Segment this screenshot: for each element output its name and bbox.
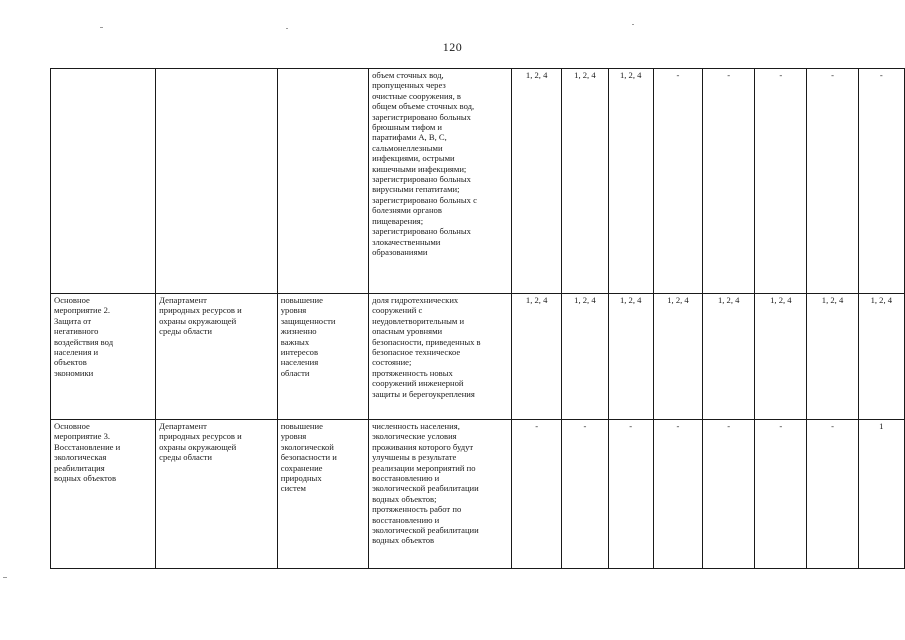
value-cell: - — [807, 420, 858, 569]
value-cell: 1, 2, 4 — [512, 69, 562, 294]
value-cell: - — [807, 69, 858, 294]
table-row — [51, 294, 905, 420]
value-cell: - — [512, 420, 562, 569]
measure-cell — [51, 69, 156, 294]
executor-cell: Департамент природных ресурсов и охраны окружающей среды области — [156, 294, 278, 420]
value-cell: - — [653, 69, 702, 294]
value-cell: 1, 2, 4 — [562, 294, 608, 420]
scan-speck — [3, 577, 7, 578]
value-cell: 1, 2, 4 — [608, 294, 653, 420]
scan-speck — [100, 27, 103, 28]
value-cell: - — [755, 420, 807, 569]
value-cell: 1, 2, 4 — [653, 294, 702, 420]
value-cell: - — [703, 69, 755, 294]
measure-cell: Основное мероприятие 2. Защита от негативного воздействия вод населения и объектов экономики — [51, 294, 156, 420]
executor-cell: Департамент природных ресурсов и охраны окружающей среды области — [156, 420, 278, 569]
value-cell: 1, 2, 4 — [807, 294, 858, 420]
scan-speck — [632, 24, 634, 25]
page-number: 120 — [442, 40, 463, 54]
value-cell: - — [562, 420, 608, 569]
value-cell: - — [858, 69, 904, 294]
goal-cell: повышение уровня экологической безопасности и сохранение природных систем — [277, 420, 368, 569]
value-cell: - — [653, 420, 702, 569]
value-cell: 1, 2, 4 — [562, 69, 608, 294]
goal-cell — [277, 69, 368, 294]
value-cell: - — [703, 420, 755, 569]
value-cell: - — [755, 69, 807, 294]
indicators-cell: объем сточных вод, пропущенных через очистные сооружения, в общем объеме сточных вод, зарегистрировано больных брюшным тифом и паратифами А, В, С, сальмонеллезными инфекциями, острыми кишечными инфекциями; зарегистрировано больных вирусными гепатитами; зарегистрировано больных с болезнями органов пищеварения; зарегистрировано больных злокачественными образованиями — [369, 69, 512, 294]
value-cell: 1, 2, 4 — [755, 294, 807, 420]
goal-cell: повышение уровня защищенности жизненно важных интересов населения области — [277, 294, 368, 420]
value-cell: 1, 2, 4 — [512, 294, 562, 420]
value-cell: 1, 2, 4 — [858, 294, 904, 420]
program-measures-table — [50, 68, 905, 569]
measure-cell: Основное мероприятие 3. Восстановление и экологическая реабилитация водных объектов — [51, 420, 156, 569]
value-cell: 1 — [858, 420, 904, 569]
executor-cell — [156, 69, 278, 294]
value-cell: 1, 2, 4 — [703, 294, 755, 420]
table-row — [51, 420, 905, 569]
value-cell: 1, 2, 4 — [608, 69, 653, 294]
value-cell: - — [608, 420, 653, 569]
indicators-cell: доля гидротехнических сооружений с неудовлетворительным и опасным уровнями безопасности, приведенных в безопасное техническое состояние; протяженность новых сооружений инженерной защиты и берегоукрепления — [369, 294, 512, 420]
table-row — [51, 69, 905, 294]
scan-speck — [286, 28, 288, 29]
indicators-cell: численность населения, экологические условия проживания которого будут улучшены в результате реализации мероприятий по восстановлению и экологической реабилитации водных объектов; протяженность работ по восстановлению и экологической реабилитации водных объектов — [369, 420, 512, 569]
